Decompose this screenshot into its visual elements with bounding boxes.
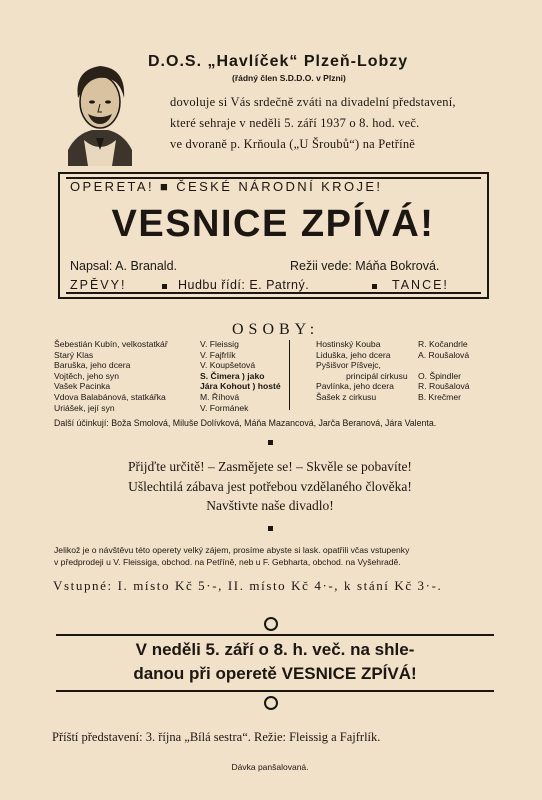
cast-role: Pavlínka, jeho dcera [316, 381, 394, 392]
cast-actor: V. Fajfrlík [200, 349, 236, 360]
director-credit: Režii vede: Máňa Bokrová. [290, 259, 440, 273]
songs-label: ZPĚVY! [70, 278, 127, 292]
cast-role: Starý Klas [54, 349, 94, 360]
cast-actor [418, 360, 470, 371]
cast-actor: V. Fleissig [200, 339, 239, 349]
slogan-line-3: Navštivte naše divadlo! [206, 498, 334, 513]
invitation-line-3: ve dvoraně p. Krňoula („U Šroubů“) na Petříně [170, 137, 416, 151]
rule-bottom [56, 690, 494, 692]
organization-name: D.O.S. „Havlíček“ Plzeň-Lobzy [148, 53, 409, 70]
cast-left-actors [200, 339, 281, 413]
play-title: VESNICE ZPÍVÁ! [111, 203, 435, 245]
cast-actor: V. Formánek [200, 402, 249, 413]
portrait-engraving [62, 58, 138, 166]
music-credit: Hudbu řídí: E. Patrný. [178, 278, 310, 292]
membership-note: (řádný člen S.D.D.O. v Plzni) [232, 73, 346, 83]
cast-heading: OSOBY: [232, 321, 320, 338]
cast-actor: V. Koupšetová [200, 360, 256, 371]
rule-top [56, 634, 494, 636]
cast-role: Vojtěch, jeho syn [54, 370, 119, 381]
ornament-circle [264, 617, 278, 631]
cast-actor: Jára Kohout ) hosté [200, 381, 281, 392]
cast-left-roles [54, 339, 168, 413]
cast-right-actors [418, 339, 470, 403]
banner-bullet [372, 284, 377, 289]
invitation-line-2: které sehraje v neděli 5. září 1937 o 8. hod. več. [170, 116, 420, 130]
cast-actor: S. Čimera ) jako [200, 370, 265, 381]
cast-role: Šebestián Kubín, velkostatkář [54, 339, 168, 349]
cast-actor: B. Krečmer [418, 391, 461, 402]
banner-operetta-line: OPERETA! ■ ČESKÉ NÁRODNÍ KROJE! [70, 179, 383, 194]
dances-label: TANCE! [392, 278, 449, 292]
cast-actor: M. Říhová [200, 391, 240, 402]
cast-role: Uriášek, její syn [54, 402, 115, 413]
cast-role: Vdova Balabánová, statkářka [54, 391, 166, 402]
cast-role: Pyšišvor Píšvejc, [316, 360, 381, 371]
cast-actor: R. Roušalová [418, 381, 470, 392]
cast-actor: O. Špindler [418, 370, 461, 381]
cast-role: principál cirkusu [346, 370, 408, 381]
notice-line-1: Jelikož je o návštěvu této operety velký zájem, prosíme abyste si lask. opatřili včas vstupenky [54, 545, 410, 555]
section-bullet [268, 440, 273, 445]
cast-role: Baruška, jeho dcera [54, 360, 131, 371]
cast-actor: R. Kočandrle [418, 339, 468, 349]
author-credit: Napsal: A. Branald. [70, 259, 178, 273]
section-bullet [268, 526, 273, 531]
admission-prices: Vstupné: I. místo Kč 5·-, II. místo Kč 4·-, k stání Kč 3·-. [53, 578, 443, 593]
cast-role: Hostinský Kouba [316, 339, 381, 349]
other-performers: Další účinkují: Boža Smolová, Miluše Dolívková, Máňa Mazancová, Jarča Beranová, Jára Valenta. [54, 418, 437, 428]
slogan-line-2: Ušlechtilá zábava jest potřebou vzdělaného člověka! [128, 479, 412, 494]
banner-bullet [162, 284, 167, 289]
cast-actor: A. Roušalová [418, 349, 470, 360]
cast-role: Šašek z cirkusu [316, 391, 377, 402]
slogan-line-1: Přijďte určitě! – Zasmějete se! – Skvěle se pobavíte! [128, 459, 412, 474]
cast-role: Liduška, jeho dcera [316, 349, 391, 360]
closing-line-2: danou při operetě VESNICE ZPÍVÁ! [133, 664, 417, 683]
cast-divider [289, 340, 290, 410]
ornament-circle [264, 696, 278, 710]
closing-line-1: V neděli 5. září o 8. h. več. na shle- [135, 640, 415, 659]
printer-note: Dávka panšalovaná. [231, 762, 309, 772]
invitation-line-1: dovoluje si Vás srdečně zváti na divadelní představení, [170, 95, 456, 109]
notice-line-2: v předprodeji u V. Fleissiga, obchod. na Petříně, neb u F. Gebharta, obchod. na Vyšehradě. [54, 557, 401, 567]
cast-role: Vašek Pacinka [54, 381, 111, 392]
cast-right-roles [316, 339, 408, 403]
next-performance: Příští představení: 3. října „Bílá sestra“. Režie: Fleissig a Fajfrlík. [52, 730, 381, 744]
